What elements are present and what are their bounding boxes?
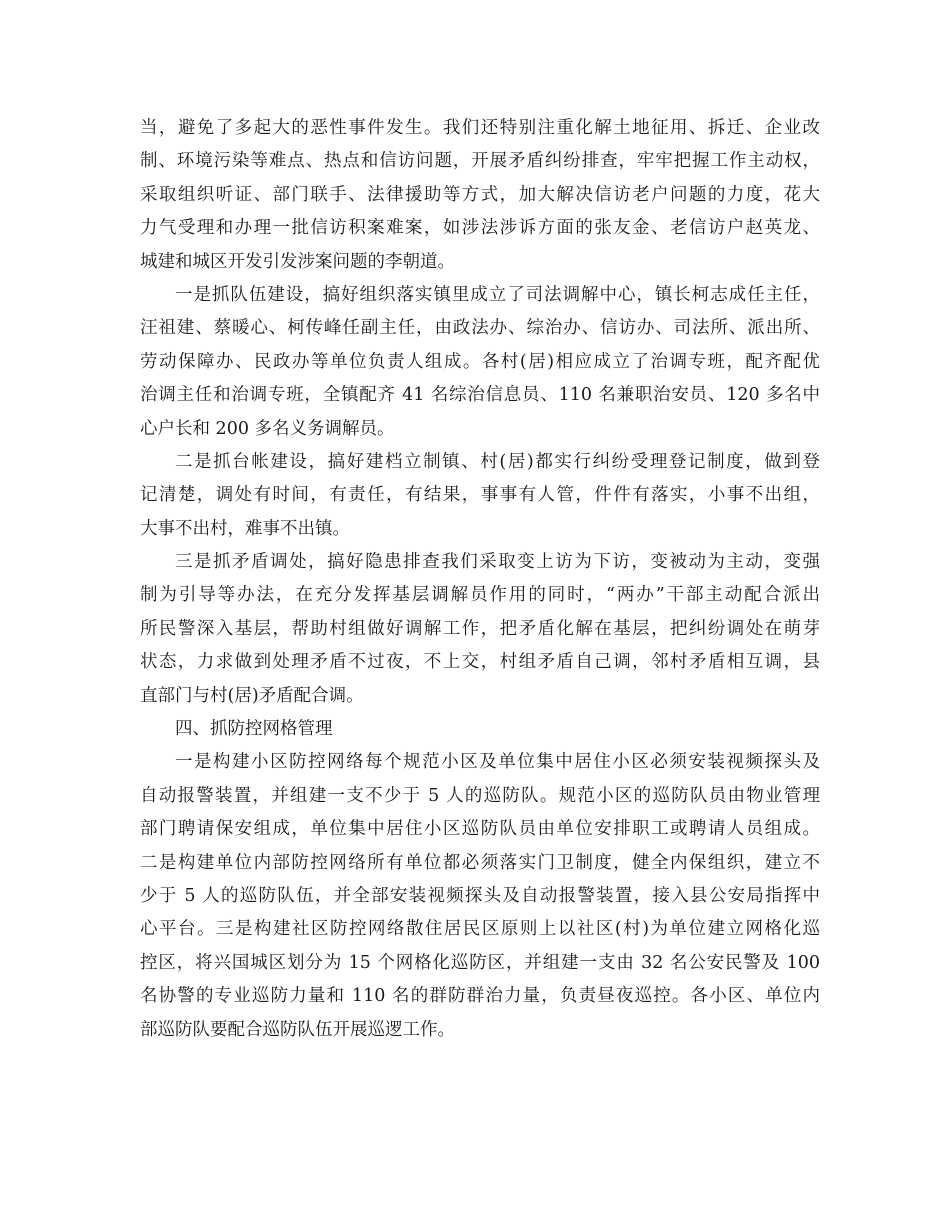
text-line: 采取组织听证、部门联手、法律援助等方式，加大解决信访老户问题的力度，花大 [140, 184, 820, 205]
text-line: 汪祖建、蔡暖心、柯传峰任副主任，由政法办、综治办、信访办、司法所、派出所、 [140, 318, 820, 339]
text-line: 当，避免了多起大的恶性事件发生。我们还特别注重化解土地征用、拆迁、企业改 [140, 118, 820, 138]
text-line: 控区，将兴国城区划分为 15 个网格化巡防区，并组建一支由 32 名公安民警及 100 [140, 952, 820, 973]
text-line: 心户长和 200 多名义务调解员。 [140, 418, 395, 439]
text-line: 所民警深入基层，帮助村组做好调解工作，把矛盾化解在基层，把纠纷调处在萌芽 [140, 618, 820, 639]
text-line: 力气受理和办理一批信访积案难案，如涉法涉诉方面的张友金、老信访户赵英龙、 [140, 218, 820, 239]
text-line: 二是构建单位内部防控网络所有单位都必须落实门卫制度，健全内保组织，建立不 [140, 852, 820, 873]
text-line: 直部门与村(居)矛盾配合调。 [140, 685, 364, 706]
text-line: 劳动保障办、民政办等单位负责人组成。各村(居)相应成立了治调专班，配齐配优 [140, 351, 820, 372]
text-line: 部门聘请保安组成，单位集中居住小区巡防队员由单位安排职工或聘请人员组成。 [140, 819, 820, 840]
text-line: 城建和城区开发引发涉案问题的李朝道。 [140, 251, 455, 272]
text-line: 记清楚，调处有时间，有责任，有结果，事事有人管，件件有落实，小事不出组， [140, 485, 820, 506]
text-line: 心平台。三是构建社区防控网络散住居民区原则上以社区(村)为单位建立网格化巡 [140, 919, 820, 940]
text-line: 少于 5 人的巡防队伍，并全部安装视频探头及自动报警装置，接入县公安局指挥中 [140, 885, 820, 906]
text-line: 一是抓队伍建设，搞好组织落实镇里成立了司法调解中心，镇长柯志成任主任， [175, 284, 820, 305]
text-line: 治调主任和治调专班，全镇配齐 41 名综治信息员、110 名兼职治安员、120 多名中 [140, 385, 820, 406]
text-line: 部巡防队要配合巡防队伍开展巡逻工作。 [140, 1019, 455, 1040]
text-line: 名协警的专业巡防力量和 110 名的群防群治力量，负责昼夜巡控。各小区、单位内 [140, 986, 820, 1007]
text-line: 四、抓防控网格管理 [175, 719, 333, 740]
text-line: 大事不出村，难事不出镇。 [140, 518, 350, 539]
text-line: 二是抓台帐建设，搞好建档立制镇、村(居)都实行纠纷受理登记制度，做到登 [175, 451, 820, 472]
text-line: 状态，力求做到处理矛盾不过夜，不上交，村组矛盾自己调，邻村矛盾相互调，县 [140, 652, 820, 673]
text-line: 三是抓矛盾调处，搞好隐患排查我们采取变上访为下访，变被动为主动，变强 [175, 552, 820, 573]
text-line: 自动报警装置，并组建一支不少于 5 人的巡防队。规范小区的巡防队员由物业管理 [140, 785, 820, 806]
text-line: 制、环境污染等难点、热点和信访问题，开展矛盾纠纷排查，牢牢把握工作主动权， [140, 151, 820, 172]
document-body [140, 112, 820, 1047]
text-line: 制为引导等办法，在充分发挥基层调解员作用的同时，“两办”干部主动配合派出 [140, 585, 820, 606]
text-line: 一是构建小区防控网络每个规范小区及单位集中居住小区必须安装视频探头及 [175, 752, 820, 773]
